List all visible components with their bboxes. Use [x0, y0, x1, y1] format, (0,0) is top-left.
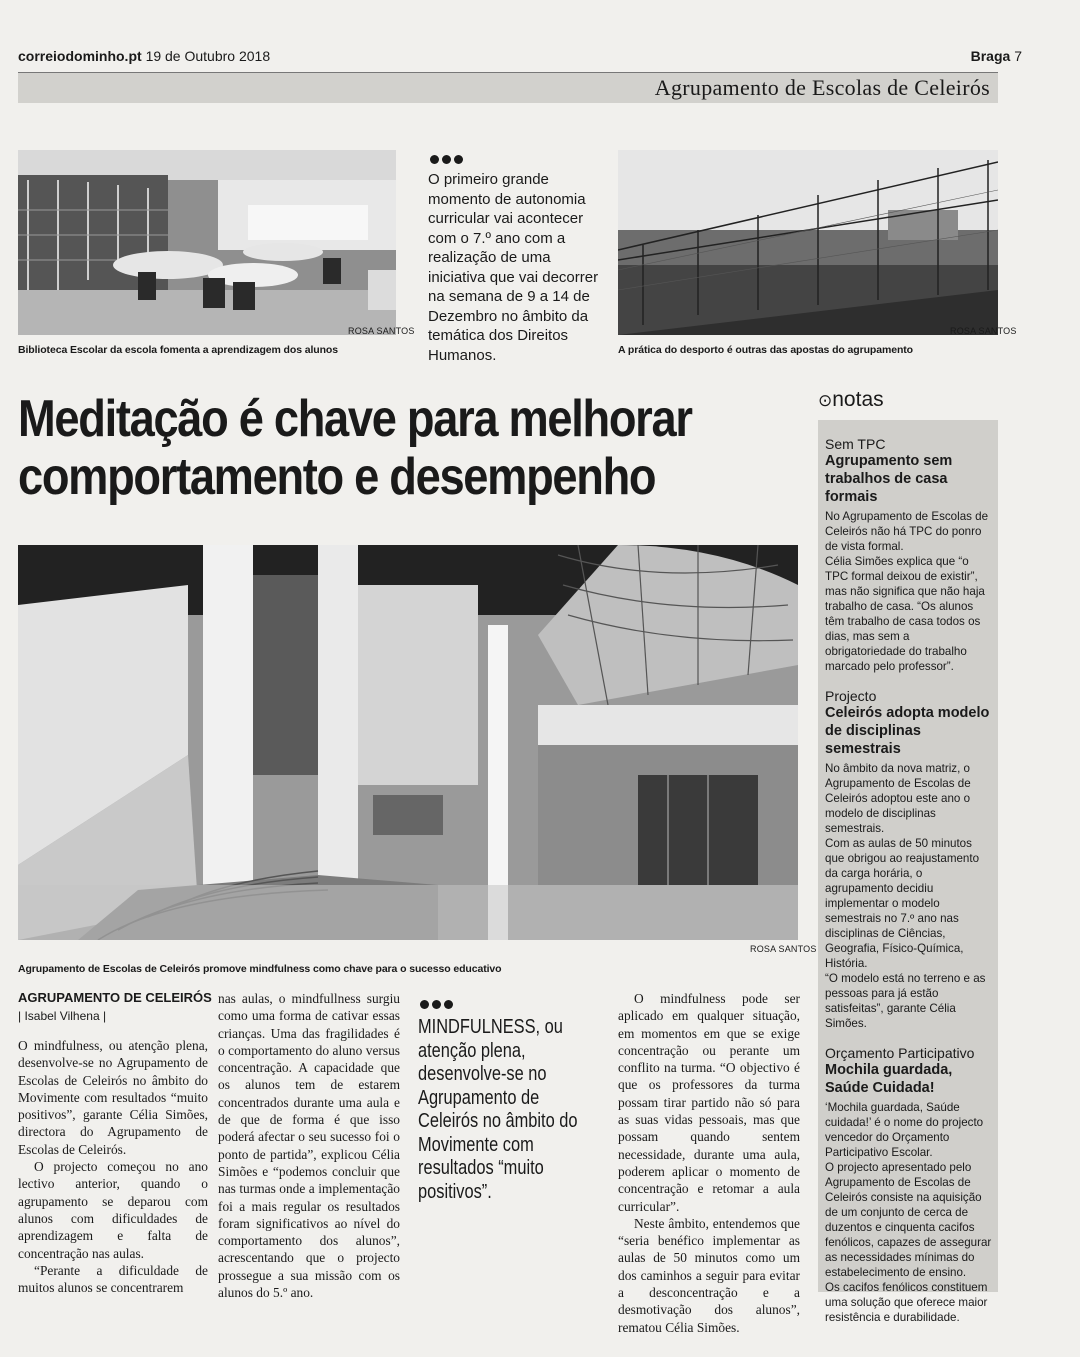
- note-item: [818, 1045, 998, 1325]
- site-name: correiodominho.pt: [18, 48, 142, 64]
- note-body: [825, 1100, 992, 1325]
- column-1-paragraph-2: O projecto começou no ano lectivo anterior, quando o agrupamento se deparou com alunos com dificuldades de aprendizagem e falta de concentração nas aulas.: [18, 1159, 208, 1261]
- note-title: Agrupamento sem trabalhos de casa formais: [825, 453, 953, 505]
- headline-line-2: comportamento e desempenho: [18, 448, 656, 506]
- note-kicker: Projecto: [825, 688, 877, 704]
- hall-photo: [18, 545, 798, 940]
- note-title: Mochila guardada, Saúde Cuidada!: [825, 1062, 953, 1096]
- hall-photo-caption: Agrupamento de Escolas de Celeirós promove mindfulness como chave para o sucesso educativo: [18, 963, 502, 975]
- note-item: [818, 688, 998, 1031]
- sports-photo-caption: A prática do desporto é outras das apostas do agrupamento: [618, 344, 913, 356]
- note-paragraph: ‘Mochila guardada, Saúde cuidada!’ é o nome do projecto vencedor do Orçamento Participativo Escolar.: [825, 1101, 984, 1159]
- article-kicker: AGRUPAMENTO DE CELEIRÓS: [18, 990, 212, 1005]
- note-paragraph: Com as aulas de 50 minutos que obrigou ao reajustamento da carga horária, o agrupamento decidiu implementar o modelo semestrais no 7.º ano nas disciplinas de Ciências, Geografia, Físico-Química, História.: [825, 837, 980, 970]
- article-column-2: [218, 990, 400, 1301]
- note-item: [818, 436, 998, 674]
- hall-illustration: [18, 545, 798, 940]
- column-4-paragraph-2: Neste âmbito, entendemos que “seria benéfico implementar as aulas de 50 minutos como um dos caminhos a seguir para evitar a desconcentração e a desmotivação dos alunos”, rematou Célia Simões.: [618, 1215, 800, 1335]
- article-byline: | Isabel Vilhena |: [18, 1009, 107, 1023]
- notes-sidebar: [818, 420, 998, 1324]
- note-paragraph: “O modelo está no terreno e as pessoas para já estão satisfeitas”, garante Célia Simões.: [825, 972, 986, 1030]
- column-4-paragraph-1: O mindfulness pode ser aplicado em qualquer situação, em momentos em que se exige concentração ou perante um conflito na turma. “O objectivo é que os professores da turma possam tirar partido não só para as suas vidas pessoais, mas que possam quando sentem necessidade, durante uma aula, poderem aplicar o momento de concentração e retomar a aula curricular”.: [618, 991, 800, 1214]
- pullquote-mindfulness: MINDFULNESS, ou atenção plena, desenvolve-se no Agrupamento de Celeirós no âmbito do Movimente com resultados “muito positivos”.: [418, 1016, 578, 1203]
- note-paragraph: Célia Simões explica que “o TPC formal deixou de existir”, mas não significa que não haja trabalho de casa. “Os alunos têm trabalho de casa todos os dias, mas sem a obrigatoriedade do trabalho marcado pelo professor”.: [825, 555, 985, 673]
- pullquote-dots: [430, 155, 463, 164]
- article-column-1: [18, 1037, 208, 1296]
- note-title: Celeirós adopta modelo de disciplinas semestrais: [825, 705, 990, 757]
- sports-photo: [618, 150, 998, 335]
- note-body: [825, 761, 992, 1031]
- page-number: 7: [1014, 48, 1022, 64]
- sports-field-illustration: [618, 150, 998, 335]
- note-paragraph: Os cacifos fenólicos constituem uma solução que oferece maior resistência e durabilidade.: [825, 1281, 988, 1324]
- section-title: Agrupamento de Escolas de Celeirós: [654, 75, 990, 100]
- masthead: [18, 48, 1018, 66]
- notes-heading-text: notas: [832, 388, 884, 411]
- library-photo-caption: Biblioteca Escolar da escola fomenta a aprendizagem dos alunos: [18, 344, 338, 356]
- headline: [18, 390, 705, 506]
- column-2-paragraph-1: nas aulas, o mindfullness surgiu como uma forma de cativar essas crianças. Uma das fragilidades é o comportamento do aluno versus concentração. A capacidade que os alunos tem de estarem concentrados durante uma aula e de que de forma é que isso poderá afectar o seu sucesso foi o ponto de partida”, explicou Célia Simões e “podemos concluir que nas turmas onde a implementação foi a mais regular os resultados foram significativos ao nível do comportamento dos alunos”, acrescentando que o projecto prossegue a sua missão com os alunos do 5.º ano.: [218, 991, 400, 1301]
- note-body: [825, 509, 992, 674]
- notes-heading: [818, 388, 884, 412]
- library-photo-credit: ROSA SANTOS: [348, 326, 415, 336]
- library-photo: [18, 150, 396, 335]
- column-1-paragraph-3: “Perante a dificuldade de muitos alunos se concentrarem: [18, 1262, 208, 1296]
- note-paragraph: O projecto apresentado pelo Agrupamento de Escolas de Celeirós consiste na aquisição de um conjunto de cerca de duzentos e cinquenta cacifos fenólicos, capazes de assegurar as necessidades mínimas do estabelecimento de ensino.: [825, 1161, 992, 1279]
- issue-date: 19 de Outubro 2018: [145, 48, 271, 64]
- sports-photo-credit: ROSA SANTOS: [950, 326, 1017, 336]
- note-paragraph: No Agrupamento de Escolas de Celeirós não há TPC do ponro de vista formal.: [825, 510, 989, 553]
- headline-line-1: Meditação é chave para melhorar: [18, 390, 692, 448]
- target-icon: ⊙: [818, 391, 833, 410]
- note-kicker: Sem TPC: [825, 436, 886, 452]
- column-1-paragraph-1: O mindfulness, ou atenção plena, desenvolve-se no Agrupamento de Escolas de Celeirós no âmbito do Movimente com resultados “muito positivos”, garante Célia Simões, directora do Agrupamento de Escolas de Celeirós.: [18, 1038, 208, 1157]
- library-illustration: [18, 150, 396, 335]
- pullquote-2-dots: [420, 1000, 453, 1009]
- note-kicker: Orçamento Participativo: [825, 1045, 975, 1061]
- page-label: [971, 48, 1022, 64]
- hall-photo-credit: ROSA SANTOS: [750, 944, 817, 954]
- pullquote-top: O primeiro grande momento de autonomia curricular vai acontecer com o 7.º ano com a realização de uma iniciativa que vai decorrer na semana de 9 a 14 de Dezembro no âmbito da temática dos Direitos Humanos.: [428, 171, 599, 364]
- note-paragraph: No âmbito da nova matriz, o Agrupamento de Escolas de Celeirós adoptou este ano o modelo de disciplinas semestrais.: [825, 762, 971, 835]
- section-city: Braga: [970, 48, 1011, 64]
- article-column-4: [618, 990, 800, 1336]
